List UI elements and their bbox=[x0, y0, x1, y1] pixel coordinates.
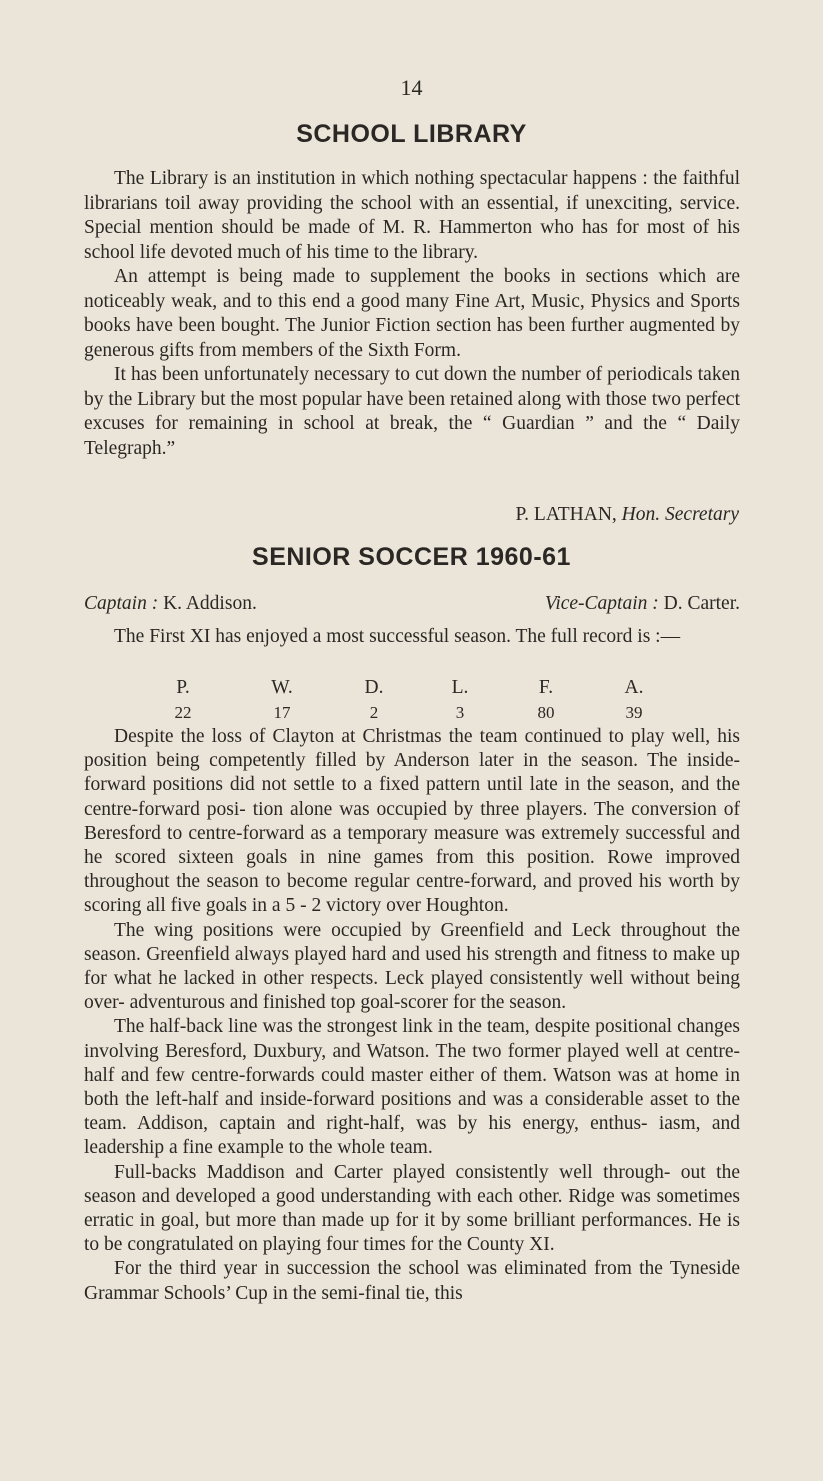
record-header: D. bbox=[364, 677, 384, 698]
soccer-paragraph: Despite the loss of Clayton at Christmas the team continued to play well, his position being competently filled by Anderson later in the season. The inside-forward positions did not settle to a fixed pattern until late in the season, and the centre-forward posi- tion alone was occupied by three players. The conversion of Beresford to centre-forward as a temporary measure was extremely successful and he scored sixteen goals in nine games from this position. Rowe improved throughout the season to become regular centre-forward, and proved his worth by scoring all five goals in a 5 - 2 victory over Houghton. bbox=[84, 726, 740, 917]
signature-name: P. LATHAN, bbox=[515, 504, 617, 525]
record-header: F. bbox=[538, 677, 554, 698]
page-number: 14 bbox=[400, 75, 423, 100]
section-title-soccer: SENIOR SOCCER 1960-61 bbox=[252, 543, 571, 571]
record-header: W. bbox=[271, 677, 293, 698]
record-header: P. bbox=[176, 677, 190, 698]
soccer-paragraph: Full-backs Maddison and Carter played consistently well through- out the season and developed a good understanding with each other. Ridge was sometimes erratic in goal, but more than made up for it by some brilliant performances. He is to be congratulated on playing four times for the County XI. bbox=[84, 1161, 740, 1256]
captain bbox=[84, 592, 257, 616]
record-value: 22 bbox=[174, 703, 192, 722]
captain-label: Captain : bbox=[84, 593, 159, 614]
soccer-paragraph: The half-back line was the strongest link in the team, despite positional changes involving Beresford, Duxbury, and Watson. The two former played well at centre-half and few centre-forwards could master either of them. Watson was at home in both the left-half and inside-forward positions and was a considerable asset to the team. Addison, captain and right-half, was by his energy, enthus- iasm, and leadership a fine example to the whole team. bbox=[84, 1016, 740, 1159]
soccer-body bbox=[84, 725, 740, 1306]
record-value: 3 bbox=[455, 703, 465, 722]
record-value: 17 bbox=[273, 703, 291, 722]
soccer-paragraph: For the third year in succession the school was eliminated from the Tyneside Grammar Schools’ Cup in the semi-final tie, this bbox=[84, 1258, 740, 1304]
section-title-library: SCHOOL LIBRARY bbox=[296, 120, 527, 148]
signature-role: Hon. Secretary bbox=[621, 504, 739, 525]
vice-captain bbox=[545, 592, 740, 616]
record-value: 2 bbox=[369, 703, 379, 722]
vice-captain-name: D. Carter. bbox=[663, 593, 740, 614]
library-paragraph: It has been unfortunately necessary to cut down the number of periodicals taken by the Library but the most popular have been retained along with those two perfect excuses for remaining in school at break, the “ Guardian ” and the “ Daily Telegraph.” bbox=[84, 364, 740, 459]
record-header: L. bbox=[451, 677, 469, 698]
soccer-paragraph: The wing positions were occupied by Greenfield and Leck throughout the season. Greenfield always played hard and used his strength and fitness to make up for what he lacked in other respects. Leck played consistently well without being over- adventurous and finished top goal-scorer for the season. bbox=[84, 919, 740, 1014]
record-value: 39 bbox=[625, 703, 643, 722]
captain-name: K. Addison. bbox=[163, 593, 257, 614]
season-record-table bbox=[84, 676, 740, 726]
soccer-intro bbox=[84, 625, 740, 650]
library-body bbox=[84, 167, 740, 461]
library-paragraph: The Library is an institution in which nothing spectacular happens : the faithful librarians toil away providing the school with an essential, if unexciting, service. Special mention should be made of M. R. Hammerton who has for most of his school life devoted much of his time to the library. bbox=[84, 168, 740, 263]
soccer-intro-paragraph: The First XI has enjoyed a most successful season. The full record is :— bbox=[114, 626, 681, 647]
library-paragraph: An attempt is being made to supplement the books in sections which are noticeably weak, and to this end a good many Fine Art, Music, Physics and Sports books have been bought. The Junior Fiction section has been further augmented by generous gifts from members of the Sixth Form. bbox=[84, 266, 740, 361]
library-signature bbox=[515, 503, 739, 527]
vice-captain-label: Vice-Captain : bbox=[544, 593, 659, 614]
record-value: 80 bbox=[537, 703, 555, 722]
record-header: A. bbox=[624, 677, 644, 698]
